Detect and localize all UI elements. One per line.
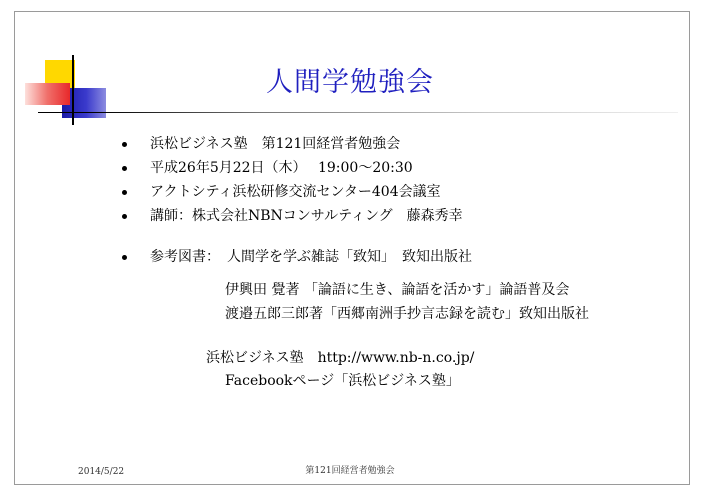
slide-title: 人間学勉強会: [266, 67, 434, 98]
bullet-text: 平成26年5月22日（木） 19:00～20:30: [150, 160, 413, 176]
website-line: 浜松ビジネス塾 http://www.nb-n.co.jp/: [206, 350, 475, 366]
bullet-spacer: [122, 228, 472, 245]
bullet-dot-icon: [122, 166, 127, 171]
reference-book-3: 渡邉五郎三郎著「西郷南洲手抄言志録を読む」致知出版社: [225, 306, 589, 322]
bullet-text: 浜松ビジネス塾 第121回経営者勉強会: [150, 136, 401, 152]
decor-red-bar: [25, 83, 70, 105]
bullet-item: [122, 204, 472, 228]
bullet-dot-icon: [122, 255, 127, 260]
references-label-line: 参考図書： 人間学を学ぶ雑誌「致知」 致知出版社: [150, 249, 472, 265]
decor-horizontal-rule: [38, 112, 678, 113]
bullet-dot-icon: [122, 142, 127, 147]
bullet-item: [122, 132, 472, 156]
footer-date: 2014/5/22: [78, 467, 125, 477]
facebook-line: Facebookページ「浜松ビジネス塾」: [225, 373, 460, 389]
bullet-text: 講師：株式会社NBNコンサルティング 藤森秀幸: [150, 208, 463, 224]
bullet-dot-icon: [122, 190, 127, 195]
bullet-list: [122, 132, 472, 269]
bullet-item: [122, 156, 472, 180]
bullet-dot-icon: [122, 214, 127, 219]
decor-vertical-line: [72, 55, 74, 125]
bullet-text: アクトシティ浜松研修交流センター404会議室: [150, 184, 441, 200]
bullet-item: [122, 180, 472, 204]
footer-title: 第121回経営者勉強会: [305, 466, 395, 476]
reference-book-2: 伊興田 覺著 「論語に生き、論語を活かす」論語普及会: [225, 282, 570, 298]
bullet-item-references: [122, 245, 472, 269]
